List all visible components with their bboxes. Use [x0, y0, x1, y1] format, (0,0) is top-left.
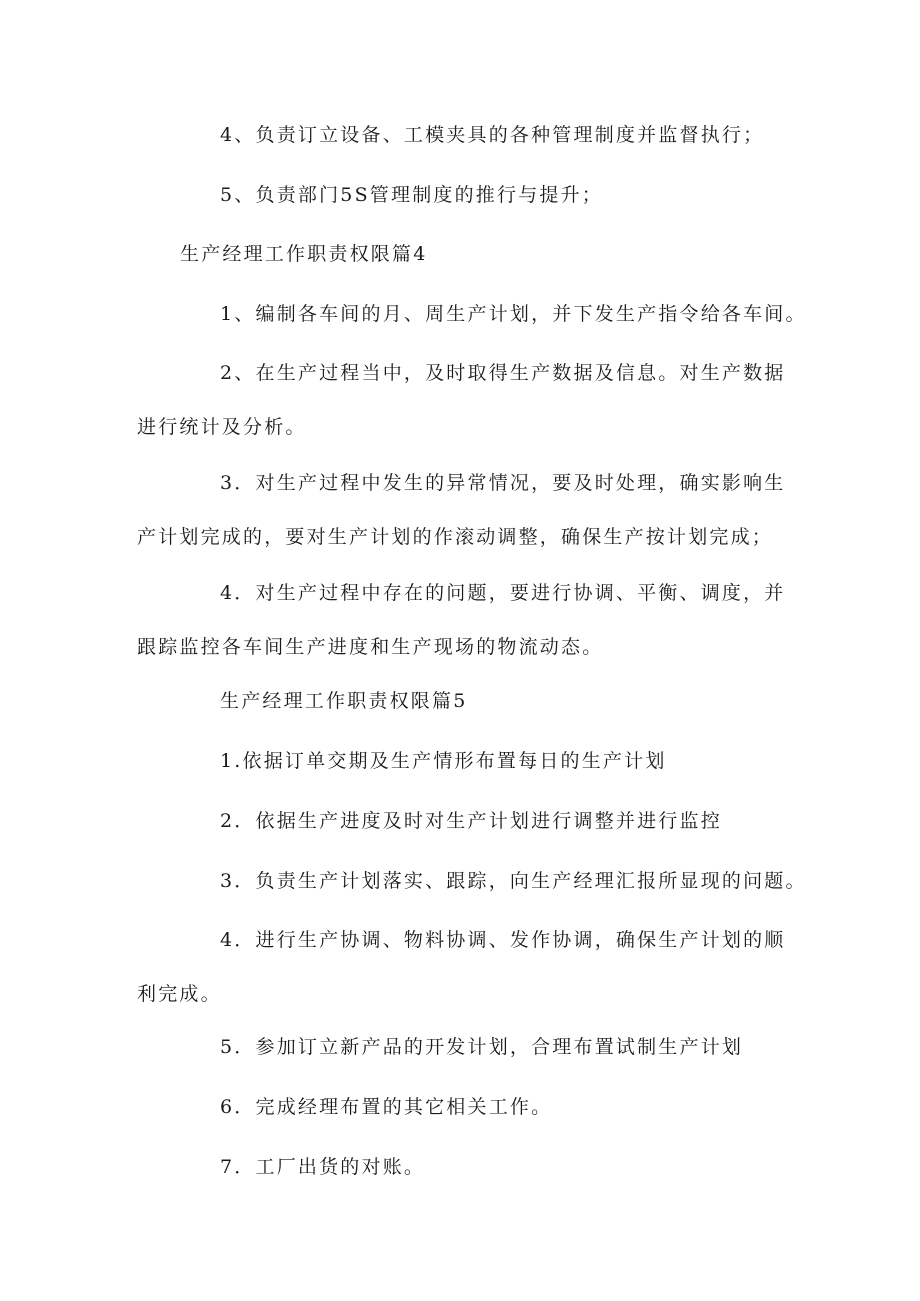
paragraph-item-3-exceptions: 3．对生产过程中发生的异常情况，要及时处理，确实影响生产计划完成的，要对生产计划的作滚动调整，确保生产按计划完成； — [137, 472, 786, 548]
paragraph-item-6-other: 6．完成经理布置的其它相关工作。 — [220, 1096, 553, 1118]
paragraph-item-5-new-products: 5．参加订立新产品的开发计划，合理布置试制生产计划 — [220, 1036, 744, 1058]
paragraph-item-1-plan: 1、编制各车间的月、周生产计划，并下发生产指令给各车间。 — [220, 303, 807, 325]
paragraph-item-1-orders: 1.依据订单交期及生产情形布置每日的生产计划 — [220, 750, 667, 772]
paragraph-item-4-materials: 4．进行生产协调、物料协调、发作协调，确保生产计划的顺利完成。 — [137, 929, 786, 1005]
paragraph-item-7-reconcile: 7．工厂出货的对账。 — [220, 1156, 426, 1178]
paragraph-item-5-5s: 5、负责部门5S管理制度的推行与提升； — [220, 184, 603, 206]
paragraph-item-3-tracking: 3．负责生产计划落实、跟踪，向生产经理汇报所显现的问题。 — [220, 870, 807, 892]
section-heading-5: 生产经理工作职责权限篇5 — [220, 690, 468, 712]
paragraph-item-2-data: 2、在生产过程当中，及时取得生产数据及信息。对生产数据进行统计及分析。 — [137, 362, 786, 438]
paragraph-item-4-coordination: 4．对生产过程中存在的问题，要进行协调、平衡、调度，并跟踪监控各车间生产进度和生产现场的物流动态。 — [137, 582, 786, 658]
paragraph-item-2-adjust: 2．依据生产进度及时对生产计划进行调整并进行监控 — [220, 810, 722, 832]
section-heading-4: 生产经理工作职责权限篇4 — [180, 243, 428, 265]
paragraph-item-4-equipment: 4、负责订立设备、工模夹具的各种管理制度并监督执行； — [220, 124, 765, 146]
